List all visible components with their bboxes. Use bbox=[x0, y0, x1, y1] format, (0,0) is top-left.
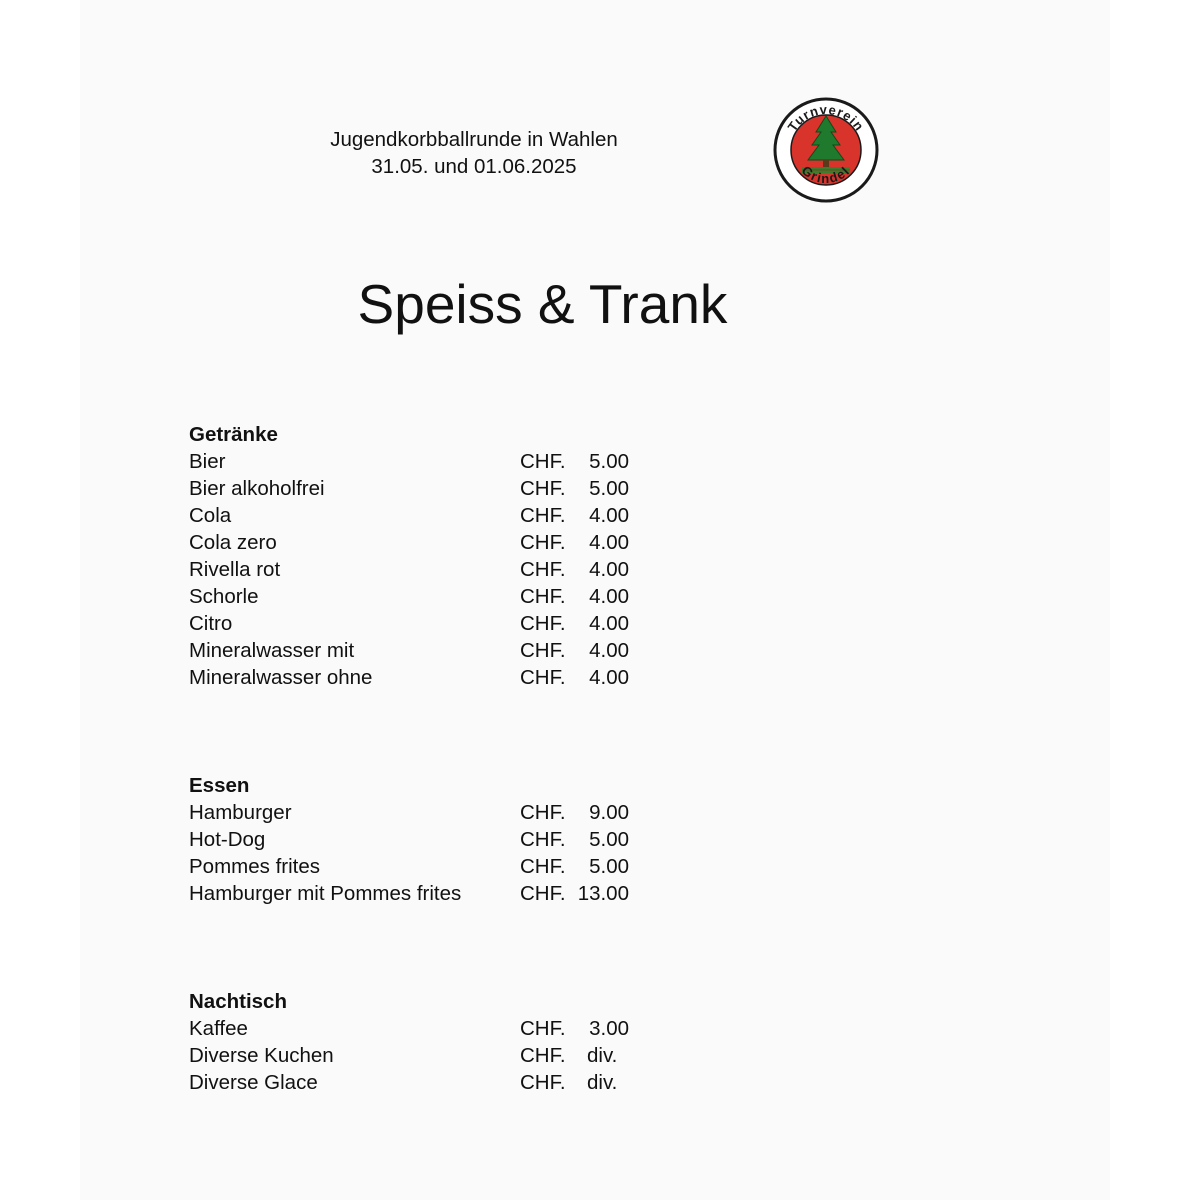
menu-item bbox=[189, 448, 649, 475]
currency-label: CHF. bbox=[520, 585, 566, 608]
menu-item bbox=[189, 556, 649, 583]
seal-top-text: Turnverein bbox=[784, 101, 868, 135]
item-name: Citro bbox=[189, 612, 233, 635]
item-price: 13.00 bbox=[577, 882, 629, 905]
item-name: Cola bbox=[189, 504, 232, 527]
item-name: Hamburger bbox=[189, 801, 292, 824]
menu-item bbox=[189, 880, 649, 907]
currency-label: CHF. bbox=[520, 666, 566, 689]
currency-label: CHF. bbox=[520, 477, 566, 500]
currency-label: CHF. bbox=[520, 558, 566, 581]
item-price: 4.00 bbox=[589, 639, 629, 662]
section-title: Essen bbox=[189, 774, 250, 797]
currency-label: CHF. bbox=[520, 828, 566, 851]
menu-item bbox=[189, 637, 649, 664]
menu-item bbox=[189, 610, 649, 637]
item-name: Hot-Dog bbox=[189, 828, 266, 851]
item-name: Diverse Kuchen bbox=[189, 1044, 334, 1067]
currency-label: CHF. bbox=[520, 801, 566, 824]
event-date: 31.05. und 01.06.2025 bbox=[371, 155, 577, 178]
menu-item bbox=[189, 826, 649, 853]
section-nachtisch bbox=[189, 988, 649, 1096]
item-price: 4.00 bbox=[589, 558, 629, 581]
seal-bottom-text: Grindel bbox=[798, 162, 854, 186]
item-price: div. bbox=[587, 1071, 618, 1094]
currency-label: CHF. bbox=[520, 450, 566, 473]
menu-item bbox=[189, 475, 649, 502]
currency-label: CHF. bbox=[520, 612, 566, 635]
menu-item bbox=[189, 664, 649, 691]
item-name: Mineralwasser mit bbox=[189, 639, 355, 662]
club-logo bbox=[772, 96, 880, 204]
currency-label: CHF. bbox=[520, 1071, 566, 1094]
item-name: Bier alkoholfrei bbox=[189, 477, 325, 500]
menu-item bbox=[189, 502, 649, 529]
menu-item bbox=[189, 529, 649, 556]
menu-item bbox=[189, 1015, 649, 1042]
item-name: Mineralwasser ohne bbox=[189, 666, 373, 689]
item-price: 4.00 bbox=[589, 504, 629, 527]
menu-item bbox=[189, 1069, 649, 1096]
currency-label: CHF. bbox=[520, 639, 566, 662]
turnverein-grindel-seal bbox=[772, 96, 880, 204]
event-name: Jugendkorbballrunde in Wahlen bbox=[330, 128, 618, 151]
section-essen bbox=[189, 772, 649, 907]
currency-label: CHF. bbox=[520, 1044, 566, 1067]
item-price: 5.00 bbox=[589, 450, 629, 473]
currency-label: CHF. bbox=[520, 882, 566, 905]
item-name: Rivella rot bbox=[189, 558, 281, 581]
section-title: Nachtisch bbox=[189, 990, 287, 1013]
item-name: Cola zero bbox=[189, 531, 277, 554]
menu-item bbox=[189, 583, 649, 610]
item-name: Kaffee bbox=[189, 1017, 248, 1040]
item-price: 5.00 bbox=[589, 828, 629, 851]
menu-item bbox=[189, 1042, 649, 1069]
item-price: 9.00 bbox=[589, 801, 629, 824]
currency-label: CHF. bbox=[520, 1017, 566, 1040]
currency-label: CHF. bbox=[520, 855, 566, 878]
item-name: Pommes frites bbox=[189, 855, 320, 878]
currency-label: CHF. bbox=[520, 504, 566, 527]
item-price: div. bbox=[587, 1044, 618, 1067]
item-name: Bier bbox=[189, 450, 226, 473]
item-price: 4.00 bbox=[589, 666, 629, 689]
page-title: Speiss & Trank bbox=[357, 273, 728, 335]
item-price: 5.00 bbox=[589, 855, 629, 878]
item-price: 5.00 bbox=[589, 477, 629, 500]
item-name: Hamburger mit Pommes frites bbox=[189, 882, 462, 905]
currency-label: CHF. bbox=[520, 531, 566, 554]
menu-item bbox=[189, 799, 649, 826]
item-price: 4.00 bbox=[589, 531, 629, 554]
menu-item bbox=[189, 853, 649, 880]
item-name: Schorle bbox=[189, 585, 259, 608]
section-title: Getränke bbox=[189, 423, 278, 446]
item-price: 4.00 bbox=[589, 612, 629, 635]
item-name: Diverse Glace bbox=[189, 1071, 318, 1094]
item-price: 3.00 bbox=[589, 1017, 629, 1040]
item-price: 4.00 bbox=[589, 585, 629, 608]
section-getraenke bbox=[189, 421, 649, 691]
event-header bbox=[280, 126, 668, 180]
